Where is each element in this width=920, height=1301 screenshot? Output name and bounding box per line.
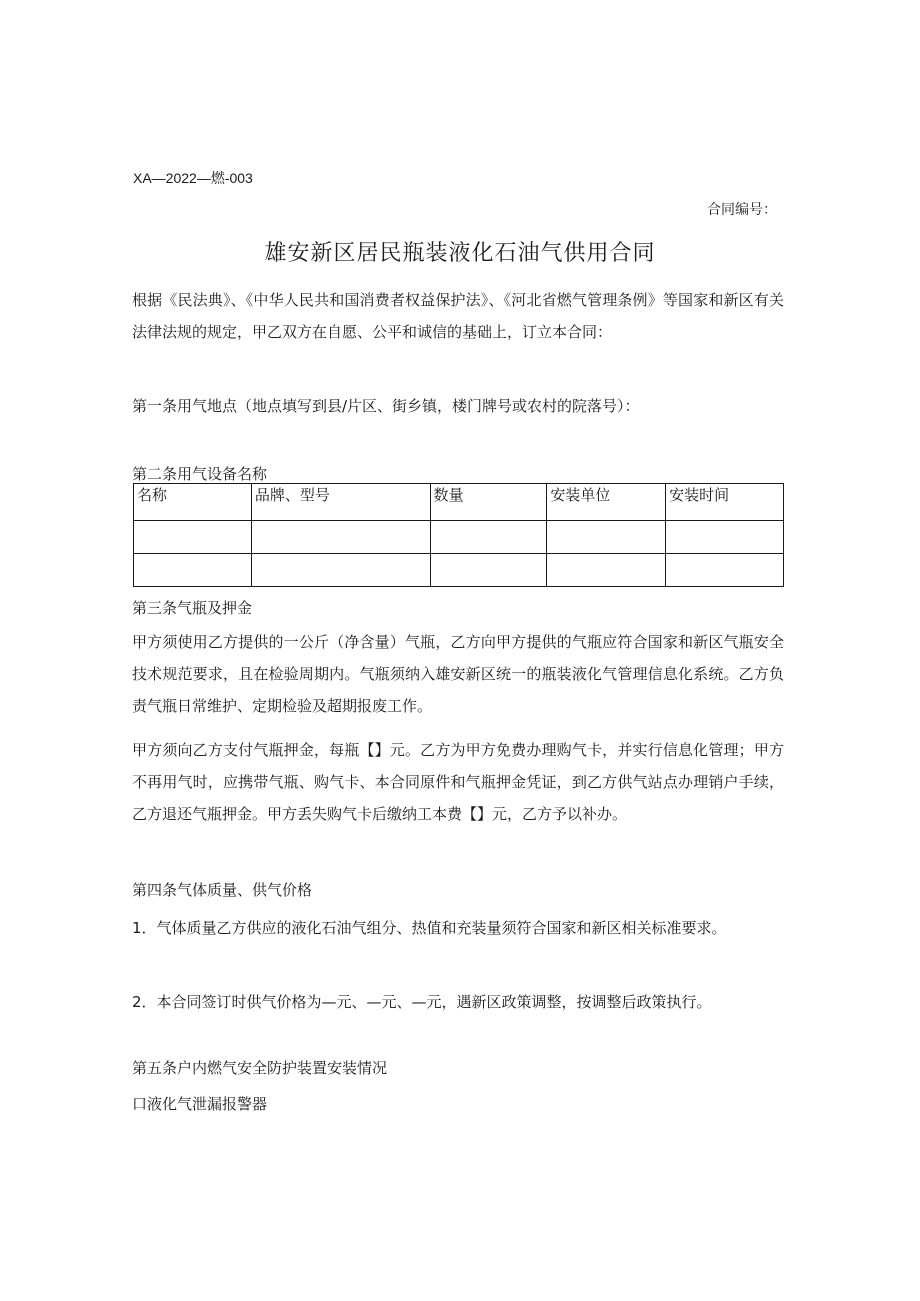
table-cell[interactable] xyxy=(666,521,784,554)
column-header-name: 名称 xyxy=(134,484,252,521)
document-code: XA—2022—燃-003 xyxy=(133,170,253,186)
article-4-heading: 第四条气体质量、供气价格 xyxy=(132,881,313,899)
column-header-quantity: 数量 xyxy=(430,484,547,521)
column-header-installer: 安装单位 xyxy=(547,484,666,521)
intro-paragraph: 根据《民法典》、《中华人民共和国消费者权益保护法》、《河北省燃气管理条例》等国家和新区有关法律法规的规定，甲乙双方在自愿、公平和诚信的基础上，订立本合同： xyxy=(132,291,784,341)
contract-title: 雄安新区居民瓶装液化石油气供用合同 xyxy=(264,241,656,266)
article-2-heading: 第二条用气设备名称 xyxy=(132,465,268,483)
article-1-location: 第一条用气地点（地点填写到县/片区、街乡镇，楼门牌号或农村的院落号）： xyxy=(132,397,640,415)
table-cell[interactable] xyxy=(251,521,430,554)
article-3-paragraph-2: 甲方须向乙方支付气瓶押金，每瓶【】元。乙方为甲方免费办理购气卡，并实行信息化管理；甲方不再用气时，应携带气瓶、购气卡、本合同原件和气瓶押金凭证，到乙方供气站点办理销户手续，乙方退还气瓶押金。甲方丢失购气卡后缴纳工本费【】元，乙方予以补办。 xyxy=(132,741,784,823)
table-row xyxy=(134,521,784,554)
column-header-brand-model: 品牌、型号 xyxy=(251,484,430,521)
table-cell[interactable] xyxy=(134,554,252,587)
table-cell[interactable] xyxy=(430,521,547,554)
table-cell[interactable] xyxy=(134,521,252,554)
article-5-heading: 第五条户内燃气安全防护装置安装情况 xyxy=(132,1059,388,1077)
article-3-heading: 第三条气瓶及押金 xyxy=(132,599,253,617)
column-header-install-time: 安装时间 xyxy=(666,484,784,521)
contract-number-label: 合同编号： xyxy=(707,202,777,218)
table-cell[interactable] xyxy=(666,554,784,587)
table-header-row xyxy=(134,484,784,521)
table-cell[interactable] xyxy=(251,554,430,587)
table-cell[interactable] xyxy=(547,521,666,554)
table-row xyxy=(134,554,784,587)
table-cell[interactable] xyxy=(547,554,666,587)
table-cell[interactable] xyxy=(430,554,547,587)
article-4-item-2: 2．本合同签订时供气价格为—元、—元、—元，遇新区政策调整，按调整后政策执行。 xyxy=(132,993,712,1011)
equipment-table xyxy=(133,483,784,587)
article-3-paragraph-1: 甲方须使用乙方提供的一公斤（净含量）气瓶，乙方向甲方提供的气瓶应符合国家和新区气瓶安全技术规范要求，且在检验周期内。气瓶须纳入雄安新区统一的瓶装液化气管理信息化系统。乙方负责气瓶日常维护、定期检验及超期报废工作。 xyxy=(132,633,784,715)
leak-alarm-option: 口液化气泄漏报警器 xyxy=(132,1095,268,1113)
article-4-item-1: 1．气体质量乙方供应的液化石油气组分、热值和充装量须符合国家和新区相关标准要求。 xyxy=(132,919,727,937)
